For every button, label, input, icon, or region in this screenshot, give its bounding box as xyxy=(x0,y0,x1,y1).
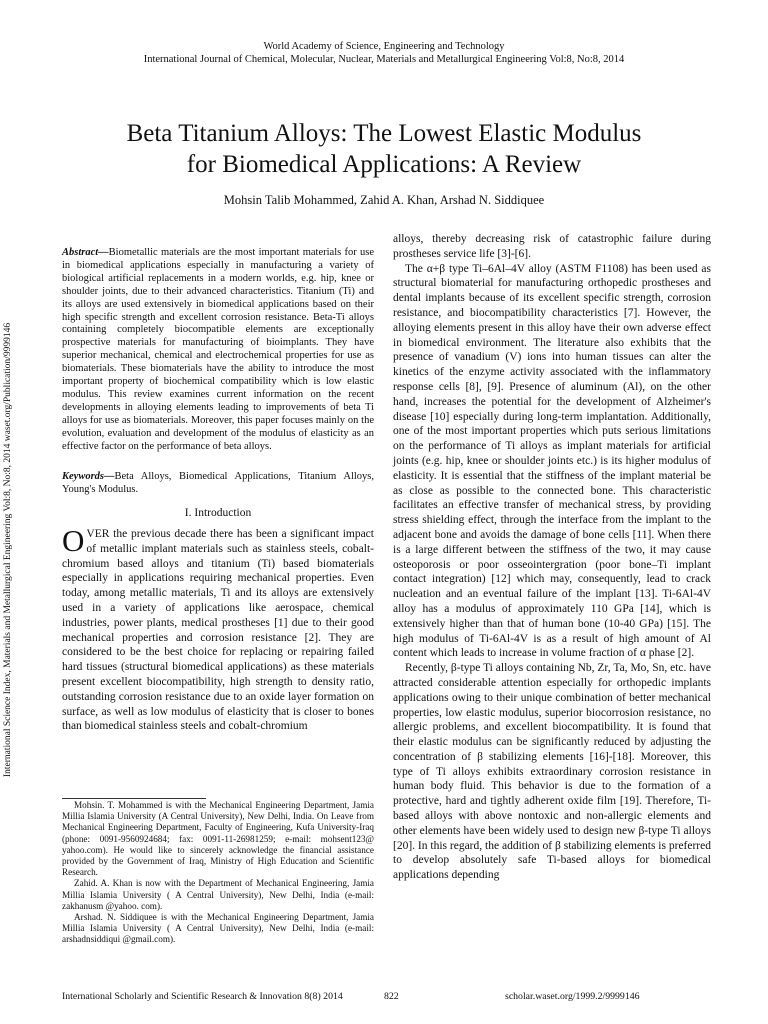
abstract-text: Biometallic materials are the most important materials for use in biomedical applications especially in manufacturing a variety of biological artificial replacements in a modern worlds, e.g. hip, knee or shoulder joints, due to their advanced characteristics. Titanium (Ti) and its alloys are used extensively in biomedical applications based on their high specific strength and excellent corrosion resistance. Beta-Ti alloys containing completely biocompatible elements are exceptionally prospective materials for manufacturing of bioimplants. They have superior mechanical, chemical and electrochemical properties for use as biomaterials. These biomaterials have the ability to introduce the most important property of biochemical compatibility which is low elastic modulus. This review examines current information on the recent developments in alloying elements leading to improvements of beta Ti alloys for use as biomaterials. Moreover, this paper focuses mainly on the evolution, evaluation and development of the modulus of elasticity as an effective factor on the performance of beta alloys. xyxy=(62,247,374,452)
footer-left: International Scholarly and Scientific Research & Innovation 8(8) 2014 xyxy=(62,991,343,1002)
introduction-text: VER the previous decade there has been a significant impact of metallic implant materials such as stainless steels, cobalt-chromium based alloys and titanium (Ti) based biomaterials especially in applications requiring mechanical properties. Even today, among metallic materials, Ti and its alloys are extensively used in a variety of applications like aerospace, chemical industries, power plants, medical prostheses [1] due to their good mechanical properties and corrosion resistance [2]. They are considered to be the best choice for replacing or repairing failed hard tissues (structural biomedical applications) as these materials present excellent biocompatibility, high strength to density ratio, outstanding corrosion resistance due to an oxide layer formation on surface, as well as low modulus of elasticity that is closer to bones than biomedical stainless steels and cobalt-chromium xyxy=(62,528,374,733)
footnote-rule xyxy=(62,798,206,799)
drop-cap: O xyxy=(62,523,85,558)
author-footnotes xyxy=(62,800,374,946)
side-citation: International Science Index, Materials and Metallurgical Engineering Vol:8, No:8, 2014 waset.org/Publication/9999146 xyxy=(3,322,13,778)
journal-header-line1: World Academy of Science, Engineering and Technology xyxy=(263,41,505,52)
paragraph: alloys, thereby decreasing risk of catastrophic failure during prostheses service life [3]-[6]. xyxy=(393,233,711,260)
right-column xyxy=(393,232,711,883)
keywords xyxy=(62,470,374,496)
introduction-body xyxy=(62,523,374,734)
footnote-item: Zahid. A. Khan is now with the Department of Mechanical Engineering, Jamia Millia Islamia University ( A Central University), New Delhi, India (e-mail: zakhanusm @yahoo. com). xyxy=(62,878,374,911)
paragraph: The α+β type Ti–6Al–4V alloy (ASTM F1108) has been used as structural biomaterial for manufacturing orthopedic prostheses and dental implants because of its excellent specific strength, corrosion resistance, and biocompatibility characteristics [7]. However, the alloying elements present in this alloy have their own adverse effect in biomedical environment. The literature also exhibits that the presence of vanadium (V) ions into human tissues can alter the kinetics of the enzyme activity associated with the inflammatory response cells [8], [9]. Presence of aluminum (Al), on the other hand, increases the potential for the development of Alzheimer's disease [10] especially during long-term implantation. Additionally, one of the most important properties which puts serious limitations on the performance of Ti alloys as implant materials for artificial joints (e.g. hip, knee or shoulder joints etc.) is its higher modulus of elasticity. It is essential that the stiffness of the implant material be as close as possible to the connected bone. This characteristic facilitates an effective transfer of mechanical stress, by providing stress shielding effect, through the interface from the implant to the adjacent bone and avoids the damage of bone cells [11]. When there is a large different between the stiffness of the two, it may cause osteoporosis or poor osseointergration (poor bone–Ti implant contact integration) [12] which may, consequently, lead to crack nucleation and an eventual failure of the implant [13]. Ti-6Al-4V alloy has a modulus of approximately 110 GPa [14], which is extensively higher than that of human bone (10-40 GPa) [15]. The high modulus of Ti-6Al-4V is as a result of high amount of Al content which leads to increase in volume fraction of α phase [2]. xyxy=(393,262,711,660)
abstract xyxy=(62,247,374,454)
footer-url: scholar.waset.org/1999.2/9999146 xyxy=(505,991,640,1002)
page-number: 822 xyxy=(384,991,399,1002)
abstract-label: Abstract— xyxy=(62,247,109,258)
footnote-item: Arshad. N. Siddiquee is with the Mechanical Engineering Department, Jamia Millia Islamia University ( A Central University), New Delhi, India (e-mail: arshadnsiddiqui @gmail.com). xyxy=(62,912,374,945)
authors: Mohsin Talib Mohammed, Zahid A. Khan, Arshad N. Siddiquee xyxy=(223,193,545,207)
keywords-label: Keywords— xyxy=(62,471,115,482)
journal-header-line2: International Journal of Chemical, Molecular, Nuclear, Materials and Metallurgical Engineering Vol:8, No:8, 2014 xyxy=(143,54,625,65)
section-title-introduction: I. Introduction xyxy=(184,507,252,519)
footnote-item: Mohsin. T. Mohammed is with the Mechanical Engineering Department, Jamia Millia Islamia University (A Central University), New Delhi, India. On Leave from Mechanical Engineering Department, Faculty of Engineering, Kufa University-Iraq (phone: 0091-9560924684; fax: 0091-11-26981259; e-mail: mohsent123@ yahoo.com). He would like to sincerely acknowledge the financial assistance provided by the Government of Iraq, Ministry of High Education and Scientific Research. xyxy=(62,800,374,878)
paper-title xyxy=(40,118,728,180)
paragraph: Recently, β-type Ti alloys containing Nb, Zr, Ta, Mo, Sn, etc. have attracted considerable attention especially for orthopedic implants applications owing to their unique combination of better mechanical properties, low elastic modulus, superior biocorrosion resistance, no allergic problems, and excellent biocompatibility. It is found that their elastic modulus can be significantly reduced by adjusting the concentration of β stabilizing elements [16]-[18]. Moreover, this type of Ti alloys exhibits extraordinary corrosion resistance in human body fluid. This behavior is due to the formation of a protective, hard and tightly adherent oxide film [19]. Therefore, Ti-based alloys with above nontoxic and non-allergic elements and other elements have been widely used to design new β-type Ti alloys [20]. In this regard, the addition of β stabilizing elements is preferred to develop absolutely safe Ti-based alloys for biomedical applications depending xyxy=(393,662,711,882)
title-line-1: Beta Titanium Alloys: The Lowest Elastic Modulus xyxy=(126,120,642,147)
title-line-2: for Biomedical Applications: A Review xyxy=(186,151,582,178)
keywords-text: Beta Alloys, Biomedical Applications, Titanium Alloys, Young's Modulus. xyxy=(62,471,374,495)
